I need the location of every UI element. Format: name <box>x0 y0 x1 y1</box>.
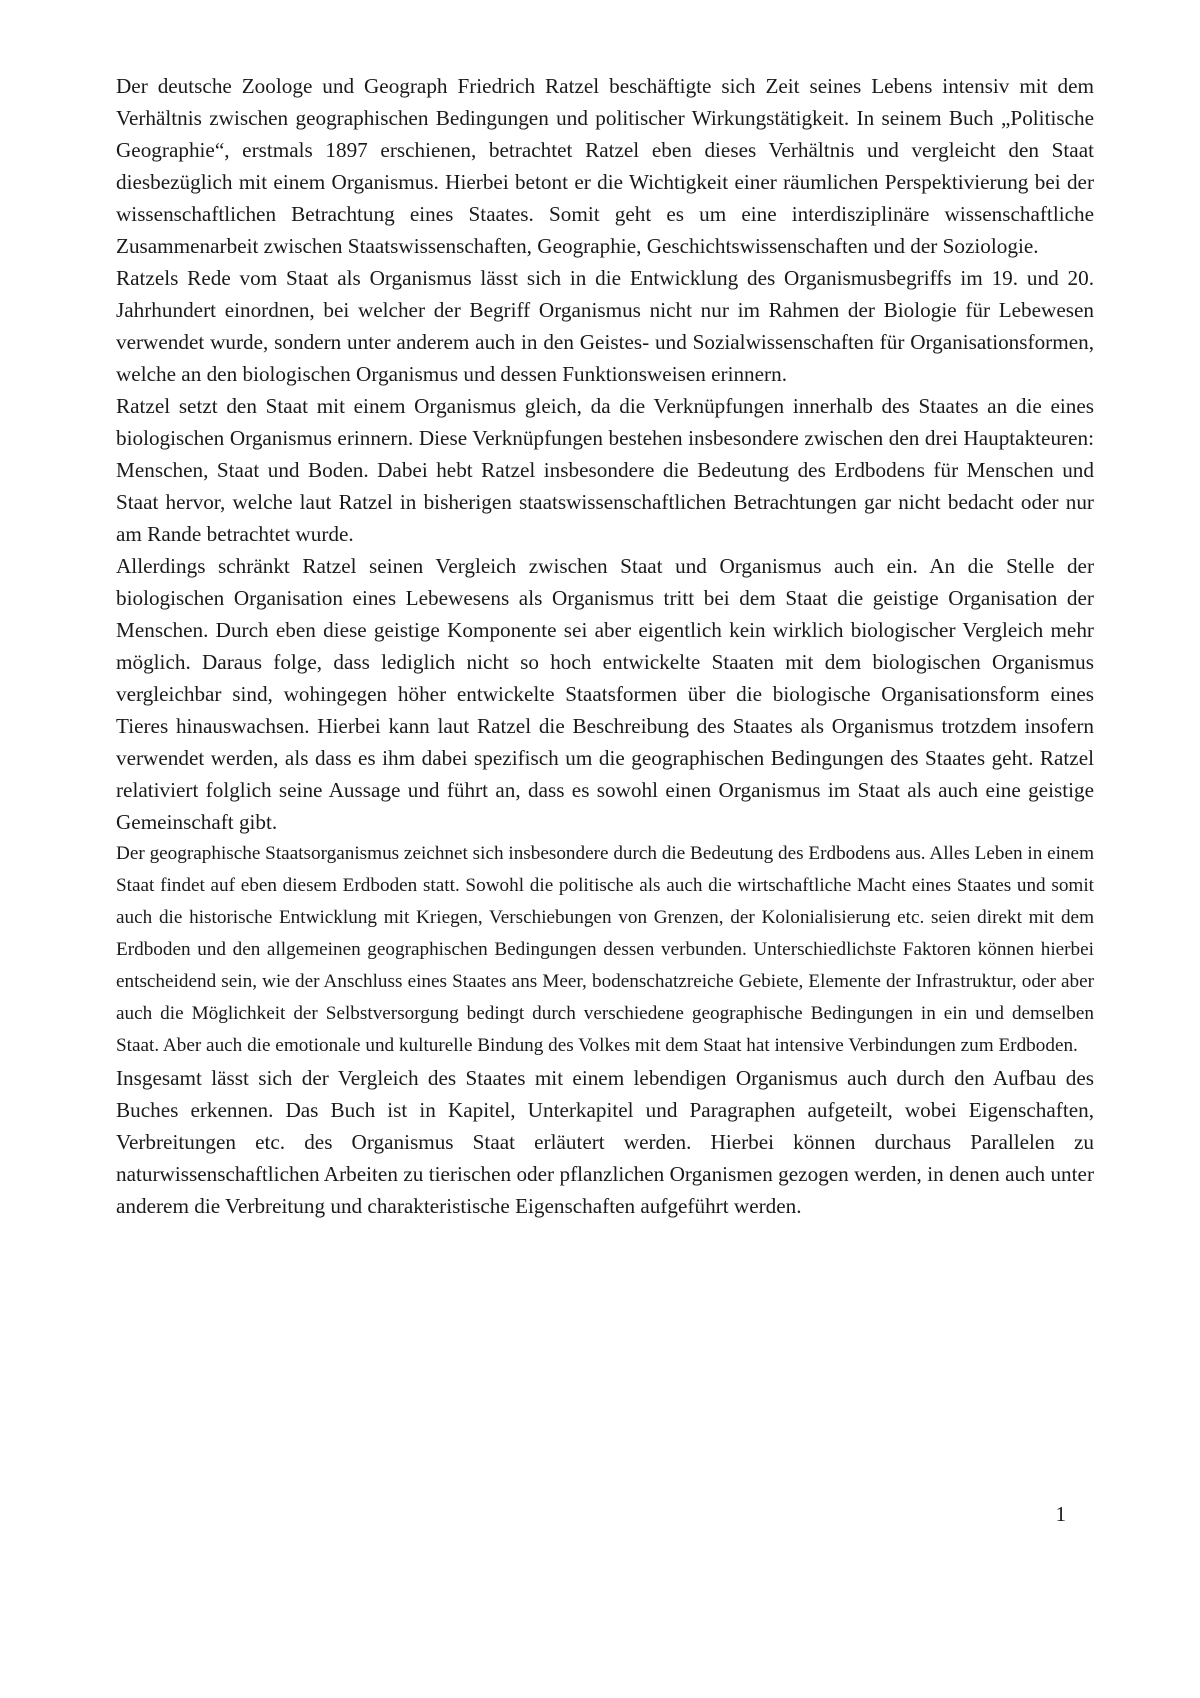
paragraph-state-organism: Ratzel setzt den Staat mit einem Organismus gleich, da die Verknüpfungen innerhalb des Staates an die eines biologischen Organismus erinnern. Diese Verknüpfungen bestehen insbesondere zwischen den drei Hauptakteuren: Menschen, Staat und Boden. Dabei hebt Ratzel insbesondere die Bedeutung des Erdbodens für Menschen und Staat hervor, welche laut Ratzel in bisherigen staatswissenschaftlichen Betrachtungen gar nicht bedacht oder nur am Rande betrachtet wurde. <box>116 394 1094 546</box>
document-body <box>116 70 1094 1222</box>
paragraph-organism-concept: Ratzels Rede vom Staat als Organismus lässt sich in die Entwicklung des Organismusbegriffs im 19. und 20. Jahrhundert einordnen, bei welcher der Begriff Organismus nicht nur im Rahmen der Biologie für Lebewesen verwendet wurde, sondern unter anderem auch in den Geistes- und Sozialwissenschaften für Organisationsformen, welche an den biologischen Organismus und dessen Funktionsweisen erinnern. <box>116 266 1094 386</box>
paragraph-geographic-state-organism: Der geographische Staatsorganismus zeichnet sich insbesondere durch die Bedeutung des Erdbodens aus. Alles Leben in einem Staat findet auf eben diesem Erdboden statt. Sowohl die politische als auch die wirtschaftliche Macht eines Staates und somit auch die historische Entwicklung mit Kriegen, Verschiebungen von Grenzen, der Kolonialisierung etc. seien direkt mit dem Erdboden und den allgemeinen geographischen Bedingungen dessen verbunden. Unterschiedlichste Faktoren können hierbei entscheidend sein, wie der Anschluss eines Staates ans Meer, bodenschatzreiche Gebiete, Elemente der Infrastruktur, oder aber auch die Möglichkeit der Selbstversorgung bedingt durch verschiedene geographische Bedingungen in ein und demselben Staat. Aber auch die emotionale und kulturelle Bindung des Volkes mit dem Staat hat intensive Verbindungen zum Erdboden. <box>116 843 1094 1056</box>
page-number: 1 <box>1055 1502 1066 1526</box>
paragraph-intro: Der deutsche Zoologe und Geograph Friedrich Ratzel beschäftigte sich Zeit seines Lebens intensiv mit dem Verhältnis zwischen geographischen Bedingungen und politischer Wirkungstätigkeit. In seinem Buch „Politische Geographie“, erstmals 1897 erschienen, betrachtet Ratzel eben dieses Verhältnis und vergleicht den Staat diesbezüglich mit einem Organismus. Hierbei betont er die Wichtigkeit einer räumlichen Perspektivierung bei der wissenschaftlichen Betrachtung eines Staates. Somit geht es um eine interdisziplinäre wissenschaftliche Zusammenarbeit zwischen Staatswissenschaften, Geographie, Geschichtswissenschaften und der Soziologie. <box>116 74 1094 258</box>
paragraph-limitation: Allerdings schränkt Ratzel seinen Vergleich zwischen Staat und Organismus auch ein. An die Stelle der biologischen Organisation eines Lebewesens als Organismus tritt bei dem Staat die geistige Organisation der Menschen. Durch eben diese geistige Komponente sei aber eigentlich kein wirklich biologischer Vergleich mehr möglich. Daraus folge, dass lediglich nicht so hoch entwickelte Staaten mit dem biologischen Organismus vergleichbar sind, wohingegen höher entwickelte Staatsformen über die biologische Organisationsform eines Tieres hinauswachsen. Hierbei kann laut Ratzel die Beschreibung des Staates als Organismus trotzdem insofern verwendet werden, als dass es ihm dabei spezifisch um die geographischen Bedingungen des Staates geht. Ratzel relativiert folglich seine Aussage und führt an, dass es sowohl einen Organismus im Staat als auch eine geistige Gemeinschaft gibt. <box>116 554 1094 834</box>
paragraph-book-structure: Insgesamt lässt sich der Vergleich des Staates mit einem lebendigen Organismus auch durch den Aufbau des Buches erkennen. Das Buch ist in Kapitel, Unterkapitel und Paragraphen aufgeteilt, wobei Eigenschaften, Verbreitungen etc. des Organismus Staat erläutert werden. Hierbei können durchaus Parallelen zu naturwissenschaftlichen Arbeiten zu tierischen oder pflanzlichen Organismen gezogen werden, in denen auch unter anderem die Verbreitung und charakteristische Eigenschaften aufgeführt werden. <box>116 1066 1094 1218</box>
